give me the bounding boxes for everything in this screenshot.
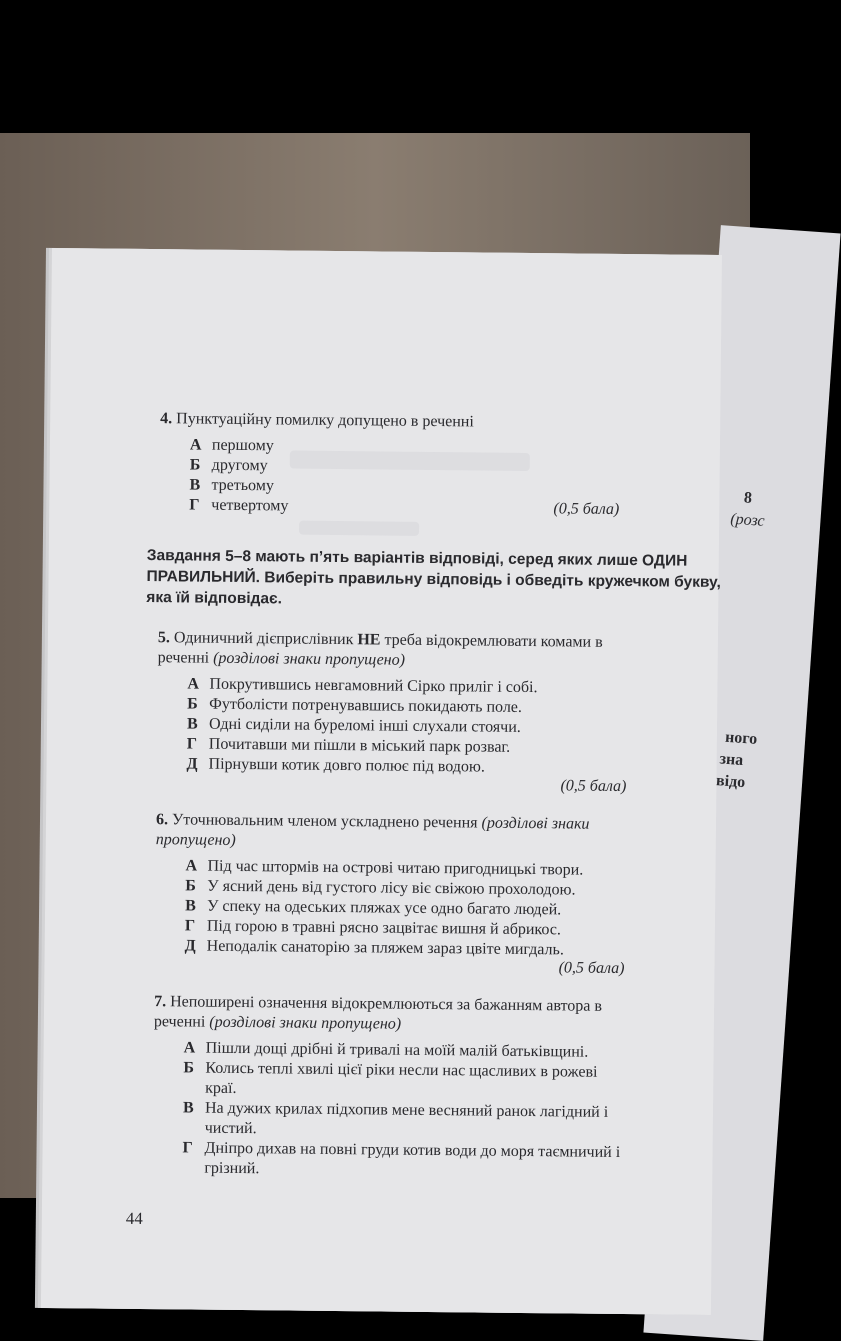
book-page [41,248,722,1315]
right-page-word-3: відо [715,772,746,792]
question-note: (розділові знаки пропущено) [209,1013,402,1033]
right-page-word-1: ного [724,728,758,748]
option-text: На дужих крилах підхопив мене весняний ранок лагідний і чистий. [204,1099,609,1138]
option-text: третьому [211,476,275,495]
question-number: 6. [155,811,169,829]
score: (0,5 бала) [560,777,627,796]
option-text: другому [211,456,268,475]
option-letter: В [182,1099,194,1117]
page-number: 44 [125,1208,143,1229]
option-text: Одні сиділи на буреломі інші слухали стоячи. [208,715,521,736]
question-note: (розділові знаки пропущено) [155,814,590,849]
question-number: 5. [157,629,171,647]
question-6-title [156,810,626,855]
question-7-title [154,992,624,1037]
option-letter: Г [184,917,196,935]
option-letter: Г [186,735,198,753]
option-text: Пішли дощі дрібні й тривалі на моїй малій батьківщині. [205,1039,589,1061]
option-text: Почитавши ми пішли в міський парк розваг. [208,735,511,756]
option-letter: В [186,715,198,733]
option-text: Під горою в травні рясно зацвітає вишня й абрикос. [206,917,561,939]
option-letter: А [189,436,202,454]
option-letter: В [189,476,201,494]
instruction [146,545,727,614]
option-letter: А [185,857,198,875]
option-letter: А [187,675,200,693]
option-text: У ясний день від густого лісу віє свіжою прохолодою. [207,877,576,899]
right-page-word-2: зна [719,750,744,770]
right-page-note: (розс [729,510,766,530]
question-4-title [160,409,630,434]
option-text: Покрутившись невгамовний Сірко приліг і собі. [209,675,538,697]
score: (0,5 бала) [553,500,620,518]
question-text: Уточнювальним членом ускладнено речення [171,811,482,832]
instruction-emphasis: ОДИН ПРАВИЛЬНИЙ [146,552,688,587]
option-h [189,495,629,520]
option-h [182,1138,622,1183]
option-text: Пірнувши котик довго полює під водою. [208,755,486,776]
option-letter: Г [182,1139,193,1157]
question-text: Одиничний дієприслівник [173,629,358,649]
option-letter: Б [189,456,201,474]
page-content [146,409,721,1201]
option-text: Під час штормів на острові читаю пригодницькі твори. [207,857,584,879]
instruction-text: . Виберіть правильну відповідь і обведіть кружечком букву, яка їй відповідає. [146,569,721,608]
option-text: Футболісти потренувавшись покидають поле. [209,695,523,716]
option-text: першому [211,436,274,455]
option-text: У спеку на одеських пляжах усе одно багато людей. [207,897,562,919]
option-letter: Б [183,1059,195,1077]
option-v [183,1098,623,1143]
question-7 [152,992,624,1183]
question-text: треба відокремлювати комами в реченні [157,631,603,667]
photo-background [0,133,766,1229]
option-letter: А [183,1039,196,1057]
right-page-number: 8 [743,489,753,507]
question-5-title [158,628,628,673]
question-emphasis: НЕ [357,631,381,649]
question-number: 7. [154,993,167,1011]
question-6 [154,810,626,979]
option-letter: В [185,897,196,915]
option-letter: Г [189,496,200,514]
option-text: Дніпро дихав на повні груди котив води до моря таємничий і грізний. [204,1139,621,1178]
option-letter: Д [186,755,198,773]
option-b [183,1058,623,1103]
question-number: 4. [160,410,173,428]
option-text: четвертому [211,496,289,515]
option-letter: Д [184,937,196,955]
question-4 [159,409,630,520]
option-text: Неподалік санаторію за пляжем зараз цвіте мигдаль. [206,937,564,959]
question-note: (розділові знаки пропущено) [213,649,406,669]
score: (0,5 бала) [558,959,625,978]
question-text: Пунктуаційну помилку допущено в реченні [176,410,474,431]
option-letter: Б [187,695,198,713]
option-letter: Б [185,877,196,895]
question-5 [156,628,628,797]
question-text: Непоширені означення відокремлюються за бажанням автора в реченні [153,993,603,1031]
instruction-text: Завдання 5–8 мають п’ять варіантів відповіді, серед яких лише [146,547,643,570]
option-text: Колись теплі хвилі цієї ріки несли нас щасливих в рожеві краї. [205,1059,598,1097]
